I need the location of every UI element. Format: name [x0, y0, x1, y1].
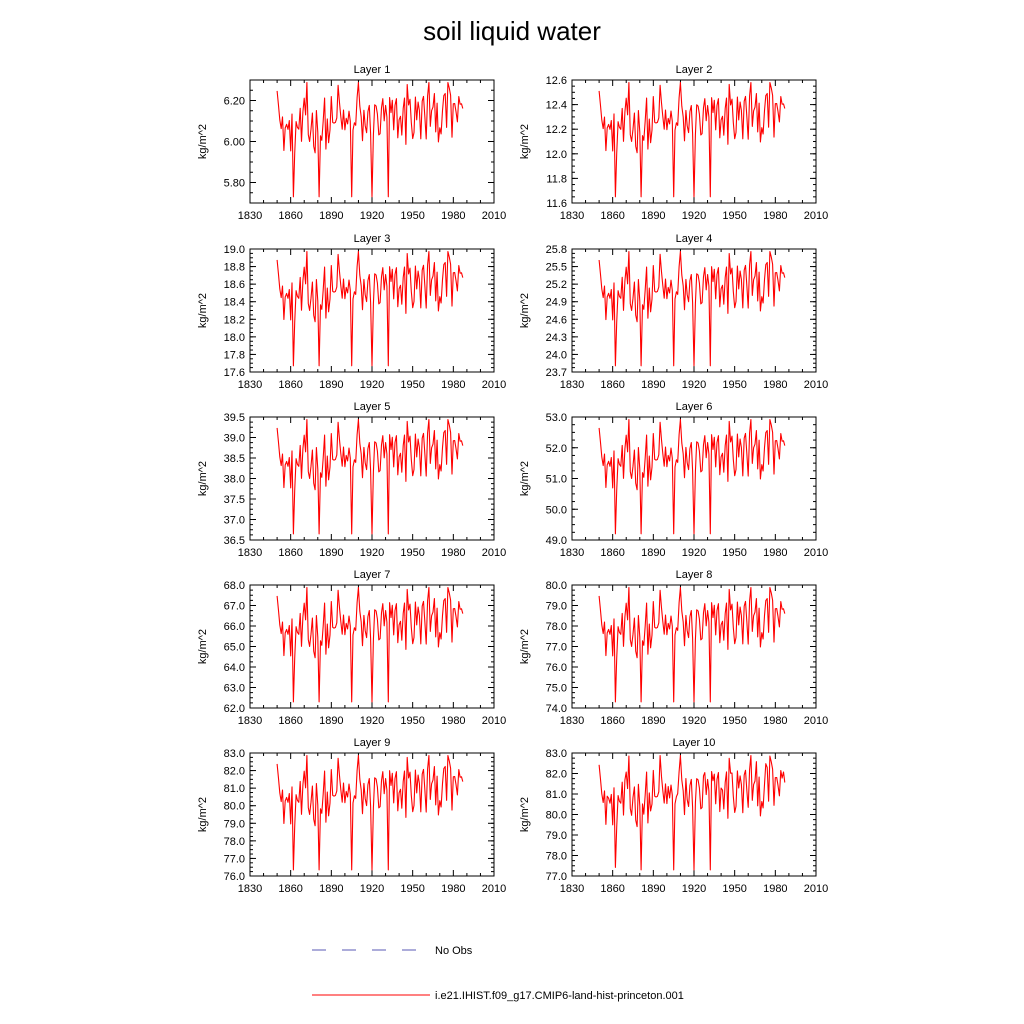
- panel-title: Layer 2: [675, 64, 713, 76]
- panel-title: Layer 10: [672, 737, 716, 749]
- x-tick-label: 1890: [641, 210, 666, 222]
- x-tick-label: 2010: [481, 379, 507, 391]
- x-tick-label: 1860: [600, 210, 625, 222]
- x-tick-label: 1890: [319, 883, 344, 895]
- legend: [312, 945, 684, 1002]
- x-tick-label: 1950: [722, 547, 747, 559]
- series-line-layer-9: [277, 756, 463, 870]
- x-tick-label: 1860: [278, 379, 303, 391]
- y-tick-label: 23.7: [545, 367, 567, 379]
- panel-layer-3: [197, 233, 506, 391]
- x-tick-label: 1980: [763, 883, 788, 895]
- y-tick-label: 79.0: [223, 818, 245, 831]
- series-line-layer-6: [599, 420, 785, 534]
- y-axis-label: kg/m^2: [519, 628, 531, 665]
- y-tick-label: 37.0: [223, 514, 245, 527]
- x-tick-label: 1950: [722, 379, 747, 391]
- panel-layer-8: [519, 569, 828, 727]
- x-tick-label: 1860: [600, 715, 625, 727]
- series-line-layer-3: [277, 252, 463, 366]
- y-tick-label: 36.5: [223, 535, 245, 547]
- panel-title: Layer 6: [675, 401, 713, 413]
- y-tick-label: 25.2: [545, 279, 567, 292]
- y-tick-label: 39.5: [223, 412, 245, 424]
- y-tick-label: 75.0: [545, 682, 567, 695]
- x-tick-label: 1950: [400, 715, 425, 727]
- x-tick-label: 1830: [237, 883, 263, 895]
- y-tick-label: 63.0: [223, 682, 245, 695]
- y-tick-label: 49.0: [545, 535, 567, 547]
- y-tick-label: 38.5: [223, 453, 245, 465]
- y-tick-label: 18.6: [223, 279, 245, 292]
- x-tick-label: 1920: [681, 547, 707, 559]
- x-tick-label: 1890: [641, 883, 666, 895]
- x-tick-label: 2010: [481, 547, 507, 559]
- y-tick-label: 17.8: [223, 349, 245, 362]
- y-tick-label: 64.0: [223, 662, 245, 674]
- y-tick-label: 79.0: [545, 600, 567, 613]
- y-tick-label: 24.3: [545, 331, 567, 344]
- x-tick-label: 1920: [359, 210, 385, 222]
- y-tick-label: 77.0: [545, 641, 567, 654]
- y-tick-label: 25.8: [545, 244, 567, 256]
- y-tick-label: 18.2: [223, 314, 245, 327]
- panel-title: Layer 5: [353, 401, 391, 413]
- panel-layer-1: [197, 64, 506, 222]
- y-tick-label: 12.2: [545, 124, 567, 137]
- y-tick-label: 68.0: [223, 580, 245, 592]
- y-tick-label: 24.6: [545, 314, 567, 327]
- y-tick-label: 82.0: [545, 768, 567, 781]
- x-tick-label: 1920: [359, 715, 385, 727]
- y-tick-label: 39.0: [223, 432, 245, 445]
- y-tick-label: 80.0: [545, 580, 567, 592]
- y-tick-label: 6.00: [223, 136, 245, 149]
- x-tick-label: 1830: [559, 210, 585, 222]
- panel-title: Layer 9: [353, 737, 391, 749]
- panel-layer-9: [197, 737, 506, 895]
- x-tick-label: 1920: [681, 715, 707, 727]
- panels-group: [197, 64, 828, 895]
- x-tick-label: 2010: [481, 883, 507, 895]
- panel-title: Layer 3: [353, 233, 391, 245]
- x-tick-label: 1860: [278, 210, 303, 222]
- y-tick-label: 52.0: [545, 442, 567, 455]
- x-tick-label: 1830: [559, 883, 585, 895]
- panel-layer-10: [519, 737, 828, 895]
- series-line-layer-10: [599, 756, 785, 870]
- y-tick-label: 11.8: [546, 173, 567, 186]
- y-tick-label: 78.0: [545, 621, 567, 633]
- y-tick-label: 12.4: [545, 99, 567, 112]
- y-tick-label: 81.0: [223, 783, 245, 796]
- y-tick-label: 67.0: [223, 600, 245, 613]
- y-tick-label: 76.0: [223, 871, 245, 883]
- panel-layer-5: [197, 401, 506, 559]
- x-tick-label: 1860: [278, 547, 303, 559]
- x-tick-label: 1830: [237, 210, 263, 222]
- series-line-layer-8: [599, 588, 785, 702]
- y-axis-label: kg/m^2: [197, 796, 209, 833]
- y-tick-label: 81.0: [545, 789, 567, 801]
- x-tick-label: 2010: [803, 210, 829, 222]
- y-tick-label: 74.0: [545, 703, 567, 715]
- series-line-layer-4: [599, 252, 785, 366]
- x-tick-label: 1890: [319, 210, 344, 222]
- panel-title: Layer 7: [353, 569, 391, 581]
- y-tick-label: 80.0: [223, 800, 245, 813]
- y-tick-label: 11.6: [546, 198, 567, 210]
- panel-title: Layer 1: [353, 64, 391, 76]
- legend-label-model: i.e21.IHIST.f09_g17.CMIP6-land-hist-princeton.001: [435, 990, 684, 1002]
- panel-title: Layer 8: [675, 569, 713, 581]
- y-tick-label: 62.0: [223, 703, 245, 715]
- x-tick-label: 1890: [319, 715, 344, 727]
- y-axis-label: kg/m^2: [519, 123, 531, 160]
- x-tick-label: 1980: [441, 210, 466, 222]
- y-tick-label: 18.0: [223, 331, 245, 344]
- y-axis-label: kg/m^2: [519, 460, 531, 497]
- x-tick-label: 1980: [441, 883, 466, 895]
- y-tick-label: 18.4: [223, 296, 245, 309]
- x-tick-label: 1950: [400, 210, 425, 222]
- figure-title: soil liquid water: [423, 16, 601, 46]
- y-axis-label: kg/m^2: [519, 796, 531, 833]
- x-tick-label: 1920: [681, 210, 707, 222]
- x-tick-label: 1890: [641, 547, 666, 559]
- x-tick-label: 1950: [400, 379, 425, 391]
- y-tick-label: 76.0: [545, 662, 567, 674]
- x-tick-label: 1950: [722, 883, 747, 895]
- x-tick-label: 1980: [763, 210, 788, 222]
- x-tick-label: 1950: [722, 210, 747, 222]
- series-line-layer-1: [277, 83, 463, 197]
- y-axis-label: kg/m^2: [197, 123, 209, 160]
- x-tick-label: 1890: [319, 379, 344, 391]
- y-axis-label: kg/m^2: [519, 292, 531, 329]
- x-tick-label: 1860: [278, 883, 303, 895]
- x-tick-label: 1980: [441, 715, 466, 727]
- y-tick-label: 53.0: [545, 412, 567, 424]
- y-tick-label: 82.0: [223, 765, 245, 778]
- panel-layer-2: [519, 64, 828, 222]
- series-line-layer-2: [599, 83, 785, 197]
- panel-layer-6: [519, 401, 828, 559]
- x-tick-label: 2010: [481, 715, 507, 727]
- series-line-layer-5: [277, 420, 463, 534]
- y-tick-label: 24.0: [545, 349, 567, 362]
- y-tick-label: 66.0: [223, 621, 245, 633]
- x-tick-label: 1980: [763, 715, 788, 727]
- x-tick-label: 1980: [441, 547, 466, 559]
- y-tick-label: 65.0: [223, 641, 245, 654]
- y-tick-label: 51.0: [545, 473, 567, 486]
- x-tick-label: 1860: [600, 883, 625, 895]
- panel-title: Layer 4: [675, 233, 713, 245]
- y-tick-label: 18.8: [223, 261, 245, 274]
- x-tick-label: 2010: [803, 547, 829, 559]
- y-tick-label: 6.20: [223, 95, 245, 108]
- panel-layer-7: [197, 569, 506, 727]
- x-tick-label: 1920: [681, 379, 707, 391]
- y-tick-label: 77.0: [223, 853, 245, 866]
- y-tick-label: 83.0: [223, 748, 245, 760]
- y-tick-label: 25.5: [545, 261, 567, 274]
- x-tick-label: 1860: [600, 547, 625, 559]
- y-tick-label: 37.5: [223, 494, 245, 506]
- series-line-layer-7: [277, 588, 463, 702]
- x-tick-label: 2010: [803, 883, 829, 895]
- y-tick-label: 38.0: [223, 473, 245, 486]
- y-tick-label: 24.9: [545, 296, 567, 309]
- x-tick-label: 1920: [359, 379, 385, 391]
- x-tick-label: 1860: [278, 715, 303, 727]
- y-tick-label: 5.80: [223, 177, 245, 190]
- y-tick-label: 77.0: [545, 871, 567, 883]
- x-tick-label: 1890: [641, 379, 666, 391]
- x-tick-label: 1980: [763, 547, 788, 559]
- x-tick-label: 1860: [600, 379, 625, 391]
- x-tick-label: 1920: [359, 547, 385, 559]
- x-tick-label: 1890: [319, 547, 344, 559]
- y-axis-label: kg/m^2: [197, 460, 209, 497]
- y-tick-label: 78.0: [223, 835, 245, 848]
- y-tick-label: 17.6: [223, 367, 245, 379]
- y-tick-label: 78.0: [545, 850, 567, 863]
- y-tick-label: 50.0: [545, 504, 567, 517]
- panel-layer-4: [519, 233, 828, 391]
- y-tick-label: 19.0: [223, 244, 245, 256]
- x-tick-label: 1830: [237, 379, 263, 391]
- y-axis-label: kg/m^2: [197, 292, 209, 329]
- x-tick-label: 2010: [803, 379, 829, 391]
- x-tick-label: 1890: [641, 715, 666, 727]
- y-tick-label: 12.0: [545, 148, 567, 161]
- y-axis-label: kg/m^2: [197, 628, 209, 665]
- y-tick-label: 12.6: [545, 75, 567, 87]
- x-tick-label: 2010: [481, 210, 507, 222]
- legend-label-no-obs: No Obs: [435, 945, 473, 957]
- x-tick-label: 1830: [559, 547, 585, 559]
- x-tick-label: 1920: [681, 883, 707, 895]
- y-tick-label: 80.0: [545, 809, 567, 822]
- x-tick-label: 1980: [441, 379, 466, 391]
- x-tick-label: 1830: [559, 379, 585, 391]
- x-tick-label: 1950: [400, 547, 425, 559]
- x-tick-label: 1830: [237, 715, 263, 727]
- y-tick-label: 83.0: [545, 748, 567, 760]
- x-tick-label: 1920: [359, 883, 385, 895]
- y-tick-label: 79.0: [545, 830, 567, 842]
- x-tick-label: 1830: [237, 547, 263, 559]
- x-tick-label: 1950: [400, 883, 425, 895]
- x-tick-label: 1830: [559, 715, 585, 727]
- x-tick-label: 1980: [763, 379, 788, 391]
- x-tick-label: 2010: [803, 715, 829, 727]
- x-tick-label: 1950: [722, 715, 747, 727]
